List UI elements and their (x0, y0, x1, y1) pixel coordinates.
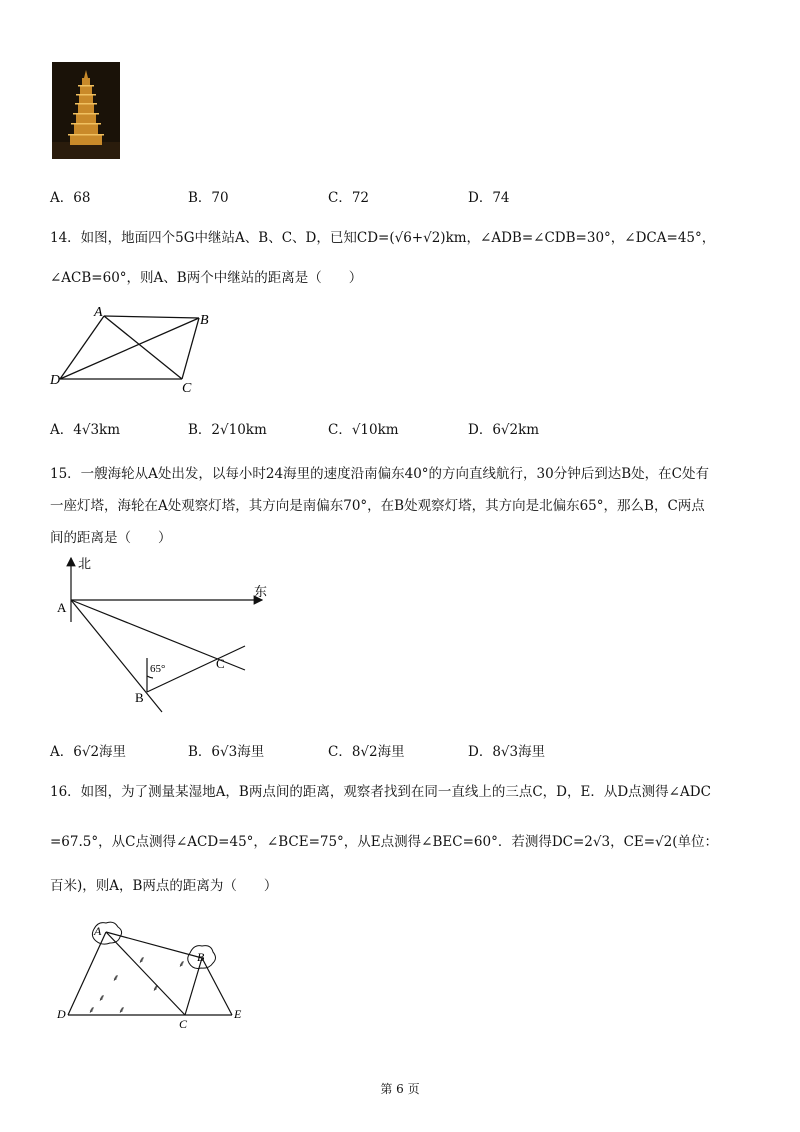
q16-label-c: C (179, 1017, 188, 1031)
q15-option-d: D．8√3海里 (468, 744, 546, 760)
svg-text:⸙: ⸙ (178, 959, 186, 970)
q15-north-label: 北 (78, 556, 92, 571)
q13-option-c: C．72 (328, 190, 370, 206)
q16-stem-line2: =67.5°，从C点测得∠ACD=45°，∠BCE=75°，从E点测得∠BEC=60°．若测得DC=2√3，CE=√2(单位： (50, 834, 719, 850)
q16-label-a: A (94, 924, 102, 938)
q14-option-c: C．√10km (328, 422, 399, 438)
q14-stem-line2: ∠ACB=60°，则A、B两个中继站的距离是（ ） (50, 270, 363, 286)
q13-option-a: A．68 (50, 190, 91, 206)
svg-text:⸙: ⸙ (138, 955, 146, 966)
svg-text:⸙: ⸙ (112, 973, 120, 984)
q15-stem-line3: 间的距离是（ ） (50, 530, 172, 546)
svg-text:⸙: ⸙ (88, 1005, 96, 1016)
q14-option-d: D．6√2km (468, 422, 540, 438)
q15-option-b: B．6√3海里 (188, 744, 265, 760)
q16-label-d: D (57, 1007, 66, 1021)
q15-label-c: C (216, 656, 225, 671)
q14-label-d: D (50, 373, 61, 388)
q15-option-a: A．6√2海里 (50, 744, 127, 760)
pagoda-photo (52, 62, 120, 159)
q16-stem-line1: 16．如图，为了测量某湿地A，B两点间的距离，观察者找到在同一直线上的三点C，D，E．从D点测得∠ADC (50, 784, 711, 800)
q14-label-c: C (182, 381, 192, 394)
svg-text:⸙: ⸙ (152, 983, 160, 994)
q15-label-a: A (57, 600, 67, 615)
q13-option-b: B．70 (188, 190, 229, 206)
q15-stem-line1: 15．一艘海轮从A处出发，以每小时24海里的速度沿南偏东40°的方向直线航行，30分钟后到达B处，在C处有 (50, 466, 709, 482)
q16-stem-line3: 百米)，则A，B两点的距离为（ ） (50, 878, 278, 894)
q13-option-d: D．74 (468, 190, 510, 206)
svg-text:⸙: ⸙ (98, 993, 106, 1004)
q16-label-b: B (197, 950, 205, 964)
q15-label-b: B (135, 690, 144, 705)
q16-figure (50, 915, 250, 1033)
q15-option-c: C．8√2海里 (328, 744, 405, 760)
q15-angle-label: 65° (150, 663, 166, 675)
q15-stem-line2: 一座灯塔，海轮在A处观察灯塔，其方向是南偏东70°，在B处观察灯塔，其方向是北偏东65°，那么B，C两点 (50, 498, 705, 514)
q16-label-e: E (234, 1007, 242, 1021)
q15-east-label: 东 (254, 584, 268, 599)
page-footer: 第 6 页 (380, 1082, 420, 1096)
q15-figure (50, 552, 280, 714)
svg-text:⸙: ⸙ (118, 1005, 126, 1016)
q14-option-b: B．2√10km (188, 422, 267, 438)
q14-stem-line1: 14．如图，地面四个5G中继站A、B、C、D，已知CD=(√6+√2)km，∠ADB=∠CDB=30°，∠DCA=45°， (50, 230, 716, 246)
q14-figure (48, 302, 223, 394)
q14-option-a: A．4√3km (50, 422, 121, 438)
q14-label-a: A (94, 305, 103, 320)
q14-label-b: B (200, 313, 209, 328)
